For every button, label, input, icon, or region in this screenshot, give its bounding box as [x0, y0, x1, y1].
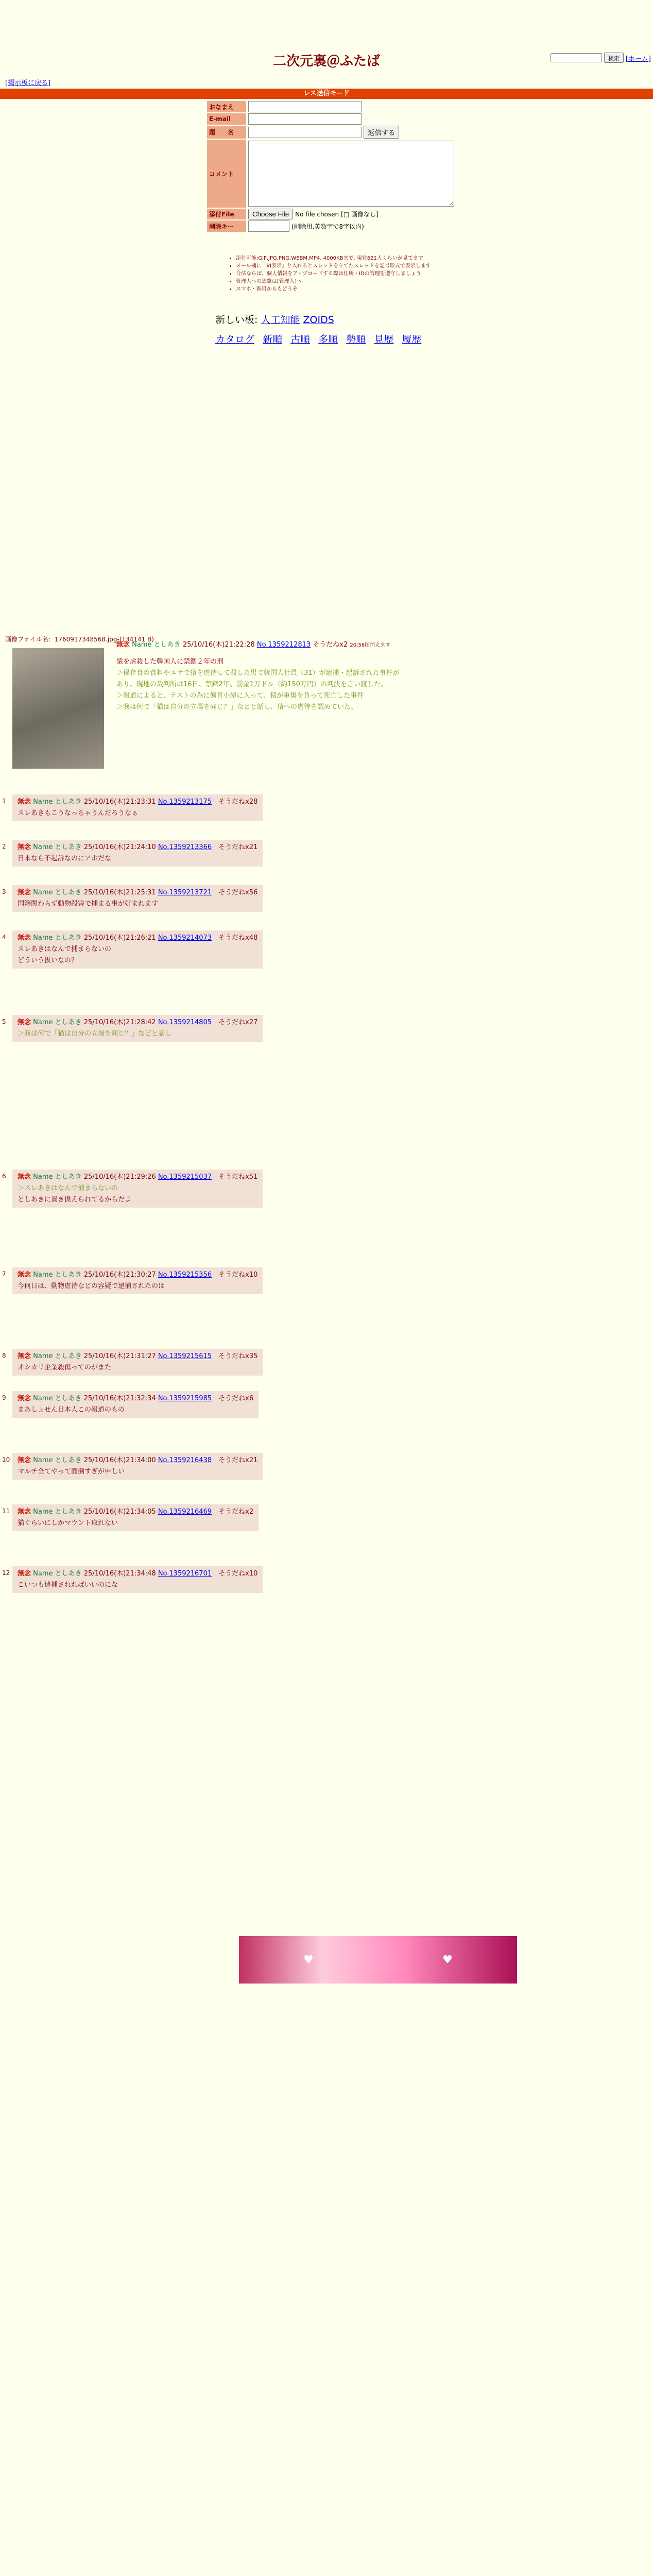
reply-post — [12, 930, 263, 969]
comment-label: コメント — [207, 140, 246, 208]
cat-link[interactable]: 多順 — [318, 334, 338, 345]
reply-header — [18, 1269, 257, 1281]
reply-number[interactable]: No.1359213366 — [158, 843, 212, 851]
reply-line: 今何日は、動物虐待などの容疑で逮捕されたのは — [18, 1282, 165, 1290]
reply-index: 4 — [2, 934, 6, 941]
reply-index: 10 — [2, 1456, 10, 1463]
reply-header — [18, 1393, 253, 1404]
reply-date: 25/10/16(木)21:34:00 — [83, 1456, 158, 1464]
rule-item: • 合法ならば、個人情報をアップロードする際は住所・IDの管理を遵守しましょう — [236, 270, 462, 278]
reply-post — [12, 1349, 263, 1376]
reply-soudane[interactable]: そうだねx51 — [212, 1173, 258, 1181]
reply-soudane[interactable]: そうだねx6 — [212, 1395, 254, 1402]
reply-subject: 無念 — [18, 1570, 31, 1578]
reply-post — [12, 1170, 263, 1208]
reply-name: Name としあき — [31, 1173, 84, 1181]
reply-index: 6 — [2, 1173, 6, 1180]
submit-button[interactable]: 返信する — [364, 126, 399, 139]
ad-left: ♥ — [303, 1953, 314, 1967]
reply-header — [18, 1455, 257, 1466]
reply-line: マルチ全てやって面倒すぎが申しい — [18, 1468, 125, 1476]
rules-list — [215, 255, 462, 293]
op-quote: ＞我は何で「猫は自分の立場を同じ？」などと話し、猿への虐待を認めていた。 — [116, 703, 358, 711]
reply-header — [18, 1172, 257, 1183]
no-file-text: No file chosen — [295, 210, 339, 218]
reply-post — [12, 1267, 263, 1294]
comment-textarea[interactable] — [248, 141, 454, 207]
reply-name: Name としあき — [31, 889, 84, 896]
rule-item: • スマホ・携帯からもどうぞ — [236, 285, 462, 293]
reply-header — [18, 1506, 253, 1518]
cat-link[interactable]: 古順 — [290, 334, 311, 345]
reply-soudane[interactable]: そうだねx10 — [212, 1570, 258, 1578]
reply-name: Name としあき — [31, 1019, 84, 1026]
rule-item: • 添付可能:GIF,JPG,PNG,WEBM,MP4. 4000KBまで. 現在621人くらいが見てます — [236, 255, 462, 262]
reply-number[interactable]: No.1359214805 — [158, 1019, 212, 1026]
op-date: 25/10/16(木)21:22:28 — [182, 641, 255, 649]
new-board-link[interactable]: ZOIDS — [303, 314, 334, 326]
cat-link[interactable]: 新順 — [263, 334, 283, 345]
reply-number[interactable]: No.1359215356 — [158, 1271, 212, 1279]
reply-date: 25/10/16(木)21:23:31 — [83, 798, 158, 806]
reply-subject: 無念 — [18, 1271, 31, 1279]
name-input[interactable] — [248, 101, 362, 112]
reply-soudane[interactable]: そうだねx27 — [212, 1019, 258, 1026]
search-input[interactable] — [551, 53, 602, 62]
reply-post — [12, 1453, 263, 1480]
reply-number[interactable]: No.1359215037 — [158, 1173, 212, 1181]
reply-header — [18, 796, 257, 808]
cat-link[interactable]: 履歴 — [402, 334, 422, 345]
reply-post — [12, 1504, 259, 1531]
op-header — [116, 639, 390, 649]
reply-line: スレあきはなんで捕まらないの — [18, 945, 112, 953]
reply-name: Name としあき — [31, 843, 84, 851]
new-boards — [215, 312, 334, 326]
reply-date: 25/10/16(木)21:34:05 — [83, 1508, 158, 1516]
op-expire: 20:58頃消えます — [350, 642, 391, 648]
reply-date: 25/10/16(木)21:28:42 — [83, 1019, 158, 1026]
reply-subject: 無念 — [18, 1352, 31, 1360]
rule-item: • 管理人への連絡は[管理人]へ — [236, 278, 462, 285]
reply-number[interactable]: No.1359213175 — [158, 798, 212, 806]
reply-post — [12, 794, 263, 821]
cat-link[interactable]: 見歴 — [374, 334, 394, 345]
no-image-checkbox[interactable]: [□ 画像なし] — [341, 211, 379, 218]
rule-item: • メール欄に「id表示」と入れるとスレッドを立てたスレッドを記号形式で表示します — [236, 262, 462, 270]
reply-line: ＞スレあきはなんで捕まらないの — [18, 1184, 118, 1192]
reply-number[interactable]: No.1359216438 — [158, 1456, 212, 1464]
reply-header — [18, 933, 257, 944]
reply-date: 25/10/16(木)21:32:34 — [83, 1395, 158, 1402]
reply-mode-bar: レス送信モード — [0, 89, 653, 99]
reply-soudane[interactable]: そうだねx35 — [212, 1352, 258, 1360]
delkey-note: (削除用.英数字で8字以内) — [291, 223, 364, 230]
delkey-label: 削除キー — [207, 221, 246, 232]
reply-form — [207, 101, 454, 233]
reply-number[interactable]: No.1359216701 — [158, 1570, 212, 1578]
reply-header — [18, 1351, 257, 1362]
reply-number[interactable]: No.1359214073 — [158, 934, 212, 942]
reply-date: 25/10/16(木)21:30:27 — [83, 1271, 158, 1279]
reply-date: 25/10/16(木)21:29:26 — [83, 1173, 158, 1181]
name-label: おなまえ — [207, 101, 246, 112]
reply-index: 5 — [2, 1018, 6, 1025]
reply-line: 国籍関わらず動物殺害で捕まる事が好まれます — [18, 900, 159, 908]
reply-header — [18, 887, 257, 899]
reply-line: こいつも逮捕されればいいのにな — [18, 1581, 118, 1589]
subject-label: 題 名 — [207, 126, 246, 139]
reply-line: 猫ぐらいにしかマウント取れない — [18, 1519, 118, 1527]
reply-line: ＞我は何で「猫は自分の立場を同じ？」などと話し — [18, 1030, 172, 1038]
reply-line: オシカリ企業殺傷ってのがまた — [18, 1364, 112, 1371]
reply-date: 25/10/16(木)21:25:31 — [83, 889, 158, 896]
reply-index: 7 — [2, 1270, 6, 1278]
reply-number[interactable]: No.1359215615 — [158, 1352, 212, 1360]
reply-soudane[interactable]: そうだねx28 — [212, 798, 258, 806]
reply-name: Name としあき — [31, 1508, 84, 1516]
reply-number[interactable]: No.1359215985 — [158, 1395, 212, 1402]
reply-name: Name としあき — [31, 1570, 84, 1578]
reply-line: としあきに置き換えられてるからだよ — [18, 1196, 132, 1204]
reply-date: 25/10/16(木)21:24:10 — [83, 843, 158, 851]
reply-line: 日本なら不起訴なのにアホだな — [18, 855, 112, 862]
reply-index: 8 — [2, 1352, 6, 1359]
reply-subject: 無念 — [18, 1395, 31, 1402]
reply-post — [12, 1391, 259, 1418]
reply-line: まあしょせん日本人この報道のもの — [18, 1406, 125, 1414]
reply-number[interactable]: No.1359213721 — [158, 889, 212, 896]
back-to-board-link[interactable]: [掲示板に戻る] — [5, 79, 51, 87]
op-number[interactable]: No.1359212813 — [256, 641, 311, 649]
reply-post — [12, 1566, 263, 1593]
cat-link[interactable]: カタログ — [215, 334, 255, 345]
reply-post — [12, 840, 263, 867]
top-search — [551, 53, 651, 63]
op-name: Name としあき — [132, 641, 181, 649]
reply-soudane[interactable]: そうだねx10 — [212, 1271, 258, 1279]
delkey-input[interactable] — [248, 221, 289, 232]
reply-name: Name としあき — [31, 1395, 84, 1402]
reply-name: Name としあき — [31, 1352, 84, 1360]
reply-subject: 無念 — [18, 1508, 31, 1516]
reply-index: 11 — [2, 1507, 10, 1515]
reply-subject: 無念 — [18, 889, 31, 896]
op-fileinfo[interactable]: 画像ファイル名：1760917348568.jpg-(134141 B) — [5, 636, 154, 643]
advertisement-banner[interactable] — [239, 1936, 517, 1984]
reply-soudane[interactable]: そうだねx2 — [212, 1508, 254, 1516]
reply-header — [18, 1017, 257, 1028]
reply-soudane[interactable]: そうだねx56 — [212, 889, 258, 896]
op-soudane[interactable]: そうだねx2 — [313, 641, 348, 649]
top-area — [0, 0, 653, 90]
new-board-link[interactable]: 人工知能 — [261, 314, 300, 326]
reply-header — [18, 1568, 257, 1580]
op-body — [116, 656, 405, 713]
email-label: E-mail — [207, 113, 246, 125]
reply-name: Name としあき — [31, 1456, 84, 1464]
reply-index: 2 — [2, 843, 6, 850]
home-link[interactable]: [ホーム] — [625, 55, 651, 63]
op-quote: ＞報道によると、テストの為に飼育小屋に入って、猿が重傷を負って死亡した事件 — [116, 692, 364, 700]
ad-right: ♥ — [442, 1953, 453, 1967]
cat-link[interactable]: 勢順 — [346, 334, 366, 345]
reply-post — [12, 1015, 263, 1042]
reply-subject: 無念 — [18, 934, 31, 942]
reply-index: 3 — [2, 888, 6, 895]
file-label: 添付File — [207, 209, 246, 219]
op-subject: 無念 — [116, 641, 130, 649]
reply-date: 25/10/16(木)21:34:48 — [83, 1570, 158, 1578]
reply-number[interactable]: No.1359216469 — [158, 1508, 212, 1516]
reply-name: Name としあき — [31, 1271, 84, 1279]
reply-index: 9 — [2, 1394, 6, 1401]
reply-name: Name としあき — [31, 934, 84, 942]
reply-subject: 無念 — [18, 798, 31, 806]
reply-subject: 無念 — [18, 843, 31, 851]
reply-index: 12 — [2, 1569, 10, 1577]
board-title: 二次元裏＠ふたば — [272, 54, 380, 69]
reply-subject: 無念 — [18, 1019, 31, 1026]
reply-name: Name としあき — [31, 798, 84, 806]
reply-line: スレあきもこうなっちゃうんだろうなぁ — [18, 809, 139, 817]
email-input[interactable] — [248, 113, 362, 125]
reply-post — [12, 885, 263, 912]
reply-index: 1 — [2, 798, 6, 805]
search-button[interactable]: 検索 — [604, 53, 624, 63]
catalog-links — [215, 332, 426, 346]
op-post — [0, 635, 653, 711]
subject-input[interactable] — [248, 127, 362, 138]
reply-soudane[interactable]: そうだねx48 — [212, 934, 258, 942]
op-line: 猿を虐殺した韓国人に禁錮２年の刑 — [116, 658, 224, 666]
reply-subject: 無念 — [18, 1456, 31, 1464]
reply-header — [18, 842, 257, 853]
new-boards-label: 新しい板: — [215, 314, 258, 326]
reply-soudane[interactable]: そうだねx21 — [212, 843, 258, 851]
reply-date: 25/10/16(木)21:26:21 — [83, 934, 158, 942]
choose-file-button[interactable]: Choose File — [248, 209, 293, 219]
reply-soudane[interactable]: そうだねx21 — [212, 1456, 258, 1464]
reply-date: 25/10/16(木)21:31:27 — [83, 1352, 158, 1360]
op-quote: ＞保存食の食料やエサで猿を虐待して殺した男で韓国人社員（31）が逮捕・起訴された事件があり、現地の裁判所は16日、禁錮2年、罰金1万ドル（約150万円）の判決を言い渡した。 — [116, 669, 400, 688]
op-thumbnail[interactable] — [12, 648, 104, 769]
reply-line: どういう扱いなの？ — [18, 957, 78, 964]
reply-subject: 無念 — [18, 1173, 31, 1181]
